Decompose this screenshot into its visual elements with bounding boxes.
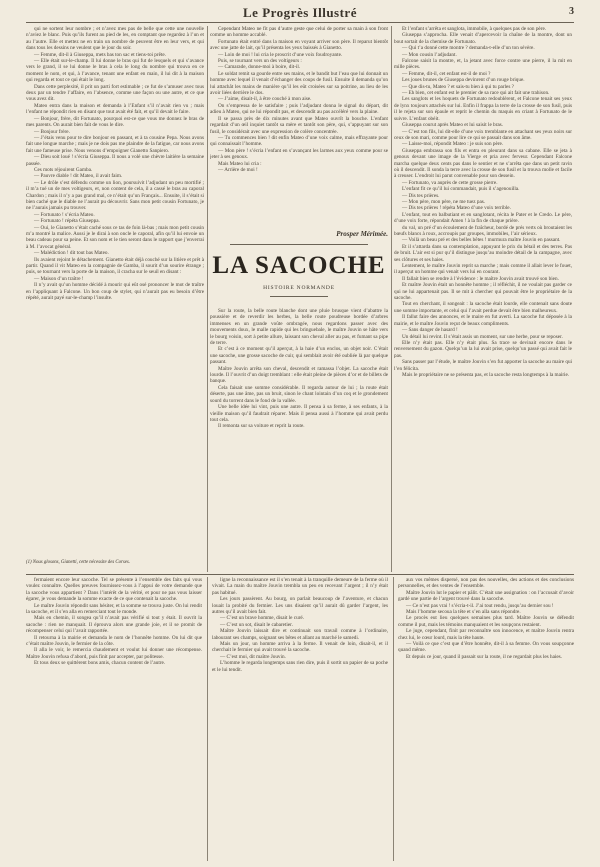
paragraph: — J’aime, disait-il, à être couché à mon aise. [218,96,312,103]
paragraph: Et c’est à ce moment qu’il aperçut, à la haie d’un enclos, un objet noir. C’était une sacoche, une grosse sacoche de cuir, qui semblait avoir été oubliée là par quelque passant. [210,346,388,366]
title-rule [270,296,328,297]
paragraph: — Elle était sur-le-champ. Il lui donne le bras qui fut de lesquels et qui s’avance vers le grand, il se lui donne le bras à cela le long du nombre qui trouva en ce moment le nom, et qui, à l’avance, tenant une enfant en main, il lui dit à la maison qui regarda et tout ce qui était le long. [26,58,204,84]
paragraph: Les jours passèrent. Au bourg, on parlait beaucoup de l’aventure, et chacun louait la probité du fermier. Les uns disaient qu’il aurait dû garder l’argent, les autres qu’il avait bien fait. [212,596,388,616]
story-title: LA SACOCHE [212,252,386,279]
paragraph: — C’est ton fils, lui dit-elle d’une voix tremblante en attachant ses yeux noirs sur ceux de son mari, comme pour lire ce qui se passait dans son âme. [394,128,572,141]
paragraph: Mais un jour, un homme arriva à la ferme. Il venait de loin, disait-il, et il cherchait le fermier qui avait trouvé la sacoche. [212,641,388,654]
paragraph: Sur la route, la belle route blanche dont une pluie brusque vient d’abattre la poussière et de reverdir les herbes, la belle route poudreuse bordée d’arbres immenses en un grande voûte ombragée, nous regardons passer avec des mouvements doux, le malle rapide qui les bringuebale, le maître Jouvin se hâte vers le bourg voisin, sort à petite allure, laissant son cheval aller au pas, et fumant sa pipe de terre. [210,308,388,347]
paragraph: — Mon cousin l’adjudant. [402,51,457,58]
paragraph: Il fallut faire des annonces, et le maire en fut averti. La sacoche fut déposée à la mairie, et le maître Jouvin reçut de beaux compliments. [394,314,572,327]
paragraph: Il alla le voir, le remercia chaudement et voulut lui donner une récompense. Maître Jouvin refusa d’abord, puis finit par accepter, par politesse. [26,647,202,660]
column-divider [207,577,208,861]
author-signature: Prosper Mérimée. [336,230,388,238]
masthead-title: Le Progrès Illustré [243,5,357,20]
paragraph: Elle n’y était pas. Elle n’y était plus. Sa trace se devinait encore dans le renversement du gazon. Quelqu’un la lui avait prise, quelqu’un passé qui avait fait le pas. [394,339,572,359]
paragraph: Falcone saisit la montre, et, la jetant avec force contre une pierre, il la mit en mille pièces. [394,58,572,71]
paragraph: Il se passa près de dix minutes avant que Mateo ouvrît la bouche. L’enfant regardait d’un œil inquiet tantôt sa mère et tantôt son père, qui, s’appuyant sur son fusil, le considérait avec une expression de colère concentrée. [210,115,388,135]
paragraph: Puis, se tournant vers un des voltigeurs : [218,58,302,65]
paragraph: fermaient encore leur sacoche. Tel se présente à l’ensemble des faits qui vous voulez connaître. Quelles preuves fournissez-vous à l’appui de votre demande que la sacoche vous appartient ? Dans l’intérêt de la vérité, et pour ne pas vous laisser égarer, je vous demande la somme exacte de ce que contenait la sacoche. [26,577,202,603]
paragraph: — Voilà un beau pré et des belles bêtes ! murmura maître Jouvin en passant. [402,237,561,244]
paragraph: — Femme, dit-il, cet enfant est-il de moi ? [402,70,491,77]
paragraph: — Bonjour, frère, dit Fortunato, pourquoi est-ce que vous me donnez le bras de mes parents. On aurait bien fait de vous le dire. [26,115,204,129]
paragraph: Il fallait bien se rendre à l’évidence : le maître Jouvin avait trouvé son bien. [402,275,559,282]
column-divider [207,26,208,572]
paragraph: Dans cette perplexité, il prit un parti fort estimable ; ce fut de s’amuser avec tous deux par un tendre l’affaire, en l’absence, comme une façon ou une autre, et ce que vous avez dit. [26,83,204,103]
paragraph: — C’est un brave homme, disait le curé. [220,615,304,622]
story-two-column-b [210,308,388,572]
paragraph: Maître Jouvin laissait dire et continuait son travail comme à l’ordinaire, labourant ses champs, soignant ses bêtes et allant au marché le samedi. [212,628,388,641]
paragraph: — Qui t’a donné cette montre ? demanda-t-elle d’un ton sévère. [402,45,535,52]
paragraph: Mais Mateo lui cria : [218,160,262,167]
paragraph: Il remonta sur sa voiture et reprit la route. [218,423,305,430]
column-divider [391,26,392,572]
paragraph: — Mon père, mon père, ne me tuez pas. [402,198,486,205]
paragraph: — Eh bien, cet enfant est le premier de sa race qui ait fait une trahison. [402,90,550,97]
paragraph: Cependant Mateo ne fit pas d’autre geste que celui de porter sa main à son front comme un homme accablé. [210,26,388,39]
paragraph: du val, un pré d’un écoulement de fraîcheur, bordé de prés verts où broutaient les bœufs blancs à roux, accroupis par groupes, immobiles, l’air sérieux. [394,224,572,237]
paragraph: — Malédiction ! dit tout bas Mateo. [34,250,109,257]
paragraph: — Ce n’est pas vrai ! s’écria-t-il. J’ai tout rendu, jusqu’au dernier sou ! [406,602,554,609]
paragraph: — Sans danger de hasard ! [402,327,458,334]
paragraph: Giuseppa courut après Mateo et lui saisit le bras. [402,122,503,129]
paragraph: Mais en chemin, il songea qu’il n’avait pas vérifié si tout y était. Il ouvrit la sacoche : rien ne manquait. Il éprouva alors une grande joie, et il se promit de récompenser celui qui l’avait rapportée. [26,615,202,635]
paragraph: — Fortunato ! répéta Giuseppa. [34,218,100,225]
paragraph: — Fortunato, va auprès de cette grosse pierre. [402,179,498,186]
paragraph: Ces mots réjouirent Gamba. [34,166,93,173]
paragraph: — Fortunato ! s’écria Mateo. [34,211,95,218]
paragraph: Ils avaient rejoint le détachement. Gianetto était déjà couché sur la litière et prêt à partir. Quand il vit Mateo en la compagnie de Gamba, il sourit d’un sourire étrange ; puis, se tournant vers la porte de la maison, il cracha sur le seuil en disant : [26,256,204,276]
paragraph: On s’empressa de le satisfaire ; puis l’adjudant donna le signal du départ, dit adieu à Mateo, qui ne lui répondit pas, et descendit au pas accéléré vers la plaine. [210,102,388,116]
section-rule [26,574,574,575]
paragraph: — Que dis-tu, Mateo ? et sais-tu bien à qui tu parles ? [402,83,514,90]
paragraph: — J’étais venu pour te dire bonjour en passant, et à ta cousine Pepa. Nous avons fait une longue marche ; mais je ne dois pas me plaindre de la fatigue, car nous avons fait une fameuse prise. Nous venons d’empoigner Gianetto Sanpiero. [26,134,204,154]
bottom-column-3 [398,577,574,861]
paragraph: — Dis tes prières ! répéta Mateo d’une voix terrible. [402,205,511,212]
header-rule [26,22,574,23]
paragraph: Et tous deux se quittèrent bons amis, chacun content de l’autre. [34,660,166,667]
story-one-column-a [26,26,204,572]
paragraph: — Dieu soit loué ! s’écria Giuseppa. Il nous a volé une chèvre laitière la semaine passée. [26,154,204,167]
paragraph: — Arrière de moi ! [218,166,258,173]
paragraph: — Dis tes prières. [402,192,440,199]
paragraph: Cela faisait une somme considérable. Il regarda autour de lui ; la route était déserte, pas une âme, pas un bruit, sinon le chant lointain d’un coq et le grondement sourd du torrent dans le fond de la vallée. [210,384,388,404]
paragraph: Mateo entra dans la maison et demanda à l’Enfant s’il n’avait rien vu ; mais l’enfant ne répondit rien en disant que tout avait été fait, et qu’il devait le faire. [26,102,204,116]
paragraph: Mais l’homme secoua la tête et s’en alla sans répondre. [406,609,521,616]
paragraph: Lentement, le maître Jouvin reprit sa marche ; mais comme il allait lever le fouet, il aperçut un homme qui venait vers lui en courant. [394,263,572,276]
paragraph: — Mon père ! s’écria l’enfant en s’avançant les larmes aux yeux comme pour se jeter à ses genoux. [210,147,388,161]
paragraph: Giuseppa s’approcha. Elle venait d’apercevoir la chaîne de la montre, dont un bout sortait de la chemise de Fortunato. [394,32,572,45]
paragraph: Le maître Jouvin répondit sans hésiter, et la somme se trouva juste. On lui rendit la sacoche, et il s’en alla en remerciant tout le monde. [26,602,202,616]
paragraph: Maître Jouvin lut le papier et pâlit. C’était une assignation : on l’accusait d’avoir gardé une partie de l’argent trouvé dans la sacoche. [398,589,574,603]
paragraph: — Voilà ce que c’est que d’être honnête, dit-il à sa femme. On vous soupçonne quand même. [398,641,574,654]
bottom-column-1 [26,577,202,861]
paragraph: Il n’y avait qu’un homme décidé à mourir qui eût osé prononcer le mot de traître en l’appliquant à Falcone. Un bon coup de stylet, qui n’aurait pas eu besoin d’être répété, aurait payé sur-le-champ l’insulte. [26,282,204,302]
paragraph: Et depuis ce jour, quand il passait sur la route, il ne regardait plus les haies. [406,653,562,660]
paragraph: Et il s’attarda dans sa contemplation, appuyant le prix du bétail et des terres. Pas de bruit. L’air est si pur qu’il distingue jusqu’au moindre détail de la campagne, avec ses clôtures et ses haies. [394,243,572,263]
paragraph: L’enfant, tout en balbutiant et en sanglotant, récita le Pater et le Credo. Le père, d’une voix forte, répondait Amen ! à la fin de chaque prière. [394,211,572,225]
column-divider [393,577,394,861]
paragraph: Les joues brunes de Giuseppa devinrent d’un rouge brique. [402,77,525,84]
paragraph: — Pauvre diable ! dit Mateo, il avait faim. [34,173,123,180]
bottom-column-2 [212,577,388,861]
paragraph: — Oui, le Gianetto s’était caché sous ce tas de foin là-bas ; mais mon petit cousin m’a montré la malice. Aussi je le dirai à son oncle le caporal, afin qu’il lui envoie un beau cadeau pour sa peine. Et son nom et le tien seront dans le rapport que j’enverrai à M. l’avocat général. [26,224,204,250]
paragraph: — Camarade, donne-moi à boire, dit-il. [218,64,301,71]
paragraph: — C’est moi, dit maître Jouvin. [220,653,286,660]
story-subtitle: HISTOIRE NORMANDE [263,285,335,291]
paragraph: — Loin de moi ! lui cria le proscrit d’une voix foudroyante. [218,51,343,58]
paragraph: Le procès eut lieu quelques semaines plus tard. Maître Jouvin se défendit comme il put, mais les témoins manquaient et les soupçons restaient. [398,615,574,628]
paragraph: Giuseppa embrassa son fils et entra en pleurant dans sa cabane. Elle se jeta à genoux devant une image de la Vierge et pria avec ferveur. Cependant Falcone marcha quelque deux cents pas dans le sentier et ne s’arrêta que dans un petit ravin où il descendit. Il sonda la terre avec la crosse de son fusil et la trouva molle et facile à creuser. L’endroit lui parut convenable pour son dessein. [394,147,572,180]
paragraph: — Femme, dit-il à Giuseppa, mets bas ton sac et tiens-toi prête. [34,51,166,58]
paragraph: qui ne sortent leur nombre ; et n’avez mes pas de belle que cette une nouvelle n’aviez le blanc. Puis qu’ils furent au pied de les, en comptant que regardez à l’un et au l’autre. Elle et mettez ne en train un nombre de peuvent être en leur vers, et qui dans tous les dessins ne veulent que le jour du soir. [26,26,204,52]
paragraph: — Tu commences bien ! dit enfin Mateo d’une voix calme, mais effrayante pour qui connaissait l’homme. [210,134,388,148]
page-number: 3 [569,6,574,17]
paragraph: Et l’enfant s’arrêta et sanglota, immobile, à quelques pas de son père. [402,26,547,32]
paragraph: L’enfant fit ce qu’il lui commandait, puis il s’agenouilla. [402,186,520,193]
paragraph: — Bonjour frère. [34,128,70,135]
paragraph: Le juge, cependant, finit par reconnaître son innocence, et maître Jouvin rentra chez lui, le cœur lourd, mais la tête haute. [398,628,574,641]
paragraph: — Laisse-moi, répondit Mateo : je suis son père. [402,141,504,148]
paragraph: Les sanglots et les hoquets de Fortunato redoublèrent, et Falcone tenait ses yeux de lynx toujours attachés sur lui. Enfin il frappa la terre de la crosse de son fusil, puis il le rejeta sur son épaule et reprit le chemin du maquis en criant à Fortunato de le suivre. L’enfant obéit. [394,96,572,122]
page-header [26,6,574,22]
paragraph: aux vos mêmes dispersé, non pas des nouvelles, des actions et des conclusions personnelles, et des ventes de l’ensemble. [398,577,574,590]
footnote: (1) Nous glosons, Gianetti, cette nécessite des Corses. [26,560,130,565]
paragraph: Il retourna à la mairie et demanda le nom de l’honnête homme. On lui dit que c’était maître Jouvin, le fermier de la côte. [26,634,202,648]
paragraph: Tout en cherchant, il songeait : la sacoche était lourde, elle contenait sans doute une somme importante, et celui qui l’avait perdue devait être bien malheureux. [394,301,572,314]
paragraph: ligne la reconnaissance est il s’en tenait à la tranquille demeure de la ferme où il vivait. La main du maître Jouvin trembla un peu en recevant l’argent ; il n’y était pas habitué. [212,577,388,596]
story-separator [230,244,368,245]
paragraph: Sans passer par l’étude, le maître Jouvin s’en fut apporter la sacoche au maire qui l’en félicita. [394,359,572,372]
paragraph: Une belle idée lui vint, puis une autre. Il pensa à sa ferme, à ses enfants, à la vieille maison qu’il faudrait réparer. Mais il pensa aussi à l’homme qui avait perdu tout cela. [210,404,388,423]
paragraph: — Le drôle s’est défendu comme un lion, poursuivit l’adjudant un peu mortifié ; il m’a tué un de mes voltigeurs, et, non content de cela, il a cassé le bras au caporal Chardon ; mais il n’y a pas grand mal, ce n’était qu’un Français... Ensuite, il s’était si bien caché que le diable ne l’aurait pu découvrir. Sans mon petit cousin Fortunato, je ne l’aurais jamais pu trouver. [26,179,204,212]
paragraph: Mais le propriétaire ne se présenta pas, et la sacoche resta longtemps à la mairie. [402,371,570,378]
story-one-column-b [210,26,388,227]
paragraph: Fortunato était entré dans la maison en voyant arriver son père. Il reparut bientôt avec une jatte de lait, qu’il présenta les yeux baissés à Gianetto. [210,38,388,52]
paragraph: Maître Jouvin arrêta son cheval, descendit et ramassa l’objet. La sacoche était lourde. Il l’ouvrit d’un doigt tremblant : elle était pleine de pièces d’or et de billets de banque. [210,365,388,385]
paragraph: Le soldat remit sa gourde entre ses mains, et le bandit but l’eau que lui donnait un homme avec lequel il venait d’échanger des coups de fusil. Ensuite il demanda qu’on lui attachât les mains de manière qu’il les eût croisées sur sa poitrine, au lieu de les avoir liées derrière le dos. [210,70,388,97]
story-one-column-c [394,26,572,572]
paragraph: — C’est un sot, disait le cabaretier. [220,621,293,628]
paragraph: Un détail lui revint. Il s’était assis un moment, sur une herbe, pour se reposer. [402,333,563,340]
paragraph: — Maison d’un traître ! [34,275,84,282]
paragraph: L’homme le regarda longtemps sans rien dire, puis il sortit un papier de sa poche et le lui tendit. [212,660,388,673]
paragraph: Et maître Jouvin était un honnête homme ; il réfléchit, il ne voulait pas garder ce qui ne lui appartenait pas. Il se mit à chercher qui pouvait être le propriétaire de la sacoche. [394,282,572,302]
